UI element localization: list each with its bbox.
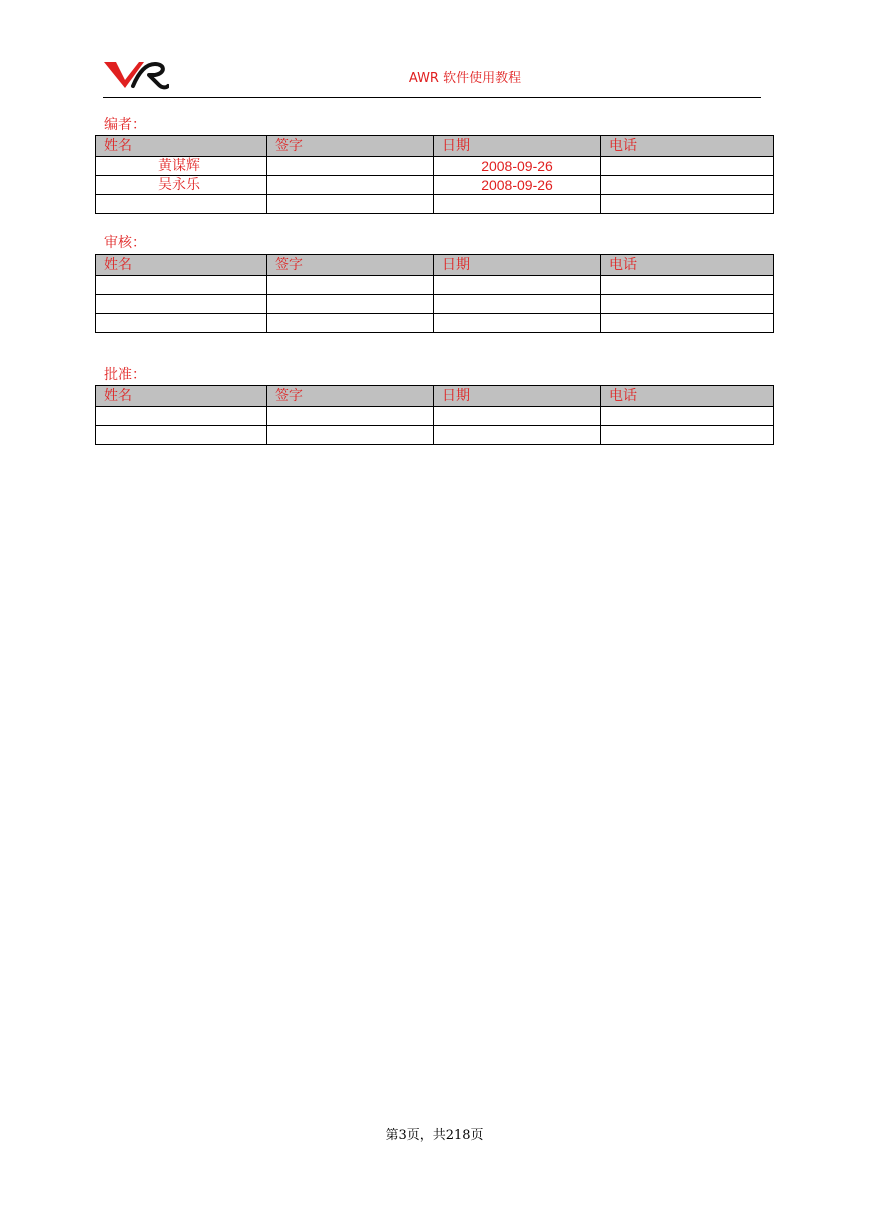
name-cell	[96, 426, 267, 445]
header-divider	[103, 97, 761, 98]
date-cell	[434, 426, 601, 445]
name-cell: 吴永乐	[96, 176, 267, 195]
column-header-phone: 电话	[601, 386, 774, 407]
table-header-row	[96, 136, 774, 157]
table-header-row	[96, 386, 774, 407]
page-number: 第3页，共218页	[385, 1128, 484, 1143]
table-row	[96, 426, 774, 445]
phone-cell	[601, 176, 774, 195]
signature-cell	[267, 195, 434, 214]
date-cell	[434, 314, 601, 333]
editor-section-label: 编者：	[104, 117, 146, 133]
table-row	[96, 157, 774, 176]
phone-cell	[601, 157, 774, 176]
reviewer-table	[95, 254, 774, 333]
phone-cell	[601, 276, 774, 295]
table-header-row	[96, 255, 774, 276]
date-cell	[434, 276, 601, 295]
signature-cell	[267, 176, 434, 195]
table-row	[96, 195, 774, 214]
editor-table	[95, 135, 774, 214]
name-cell	[96, 295, 267, 314]
phone-cell	[601, 295, 774, 314]
column-header-signature: 签字	[267, 136, 434, 157]
date-cell: 2008-09-26	[434, 157, 601, 176]
name-cell	[96, 314, 267, 333]
phone-cell	[601, 426, 774, 445]
date-cell	[434, 295, 601, 314]
column-header-date: 日期	[434, 386, 601, 407]
column-header-name: 姓名	[96, 255, 267, 276]
signature-cell	[267, 157, 434, 176]
table-row	[96, 295, 774, 314]
table-row	[96, 276, 774, 295]
approver-table	[95, 385, 774, 445]
name-cell: 黄谋辉	[96, 157, 267, 176]
table-row	[96, 176, 774, 195]
phone-cell	[601, 195, 774, 214]
date-cell	[434, 195, 601, 214]
name-cell	[96, 407, 267, 426]
table-row	[96, 407, 774, 426]
signature-cell	[267, 426, 434, 445]
phone-cell	[601, 407, 774, 426]
vr-logo-icon	[103, 58, 169, 90]
signature-cell	[267, 295, 434, 314]
column-header-phone: 电话	[601, 255, 774, 276]
name-cell	[96, 276, 267, 295]
column-header-signature: 签字	[267, 255, 434, 276]
column-header-date: 日期	[434, 255, 601, 276]
date-cell	[434, 407, 601, 426]
column-header-name: 姓名	[96, 136, 267, 157]
column-header-date: 日期	[434, 136, 601, 157]
date-cell: 2008-09-26	[434, 176, 601, 195]
table-row	[96, 314, 774, 333]
phone-cell	[601, 314, 774, 333]
column-header-phone: 电话	[601, 136, 774, 157]
signature-cell	[267, 276, 434, 295]
column-header-signature: 签字	[267, 386, 434, 407]
approver-section-label: 批准：	[104, 367, 146, 383]
reviewer-section-label: 审核：	[104, 235, 146, 251]
signature-cell	[267, 407, 434, 426]
document-title: AWR 软件使用教程	[408, 71, 522, 86]
name-cell	[96, 195, 267, 214]
signature-cell	[267, 314, 434, 333]
column-header-name: 姓名	[96, 386, 267, 407]
